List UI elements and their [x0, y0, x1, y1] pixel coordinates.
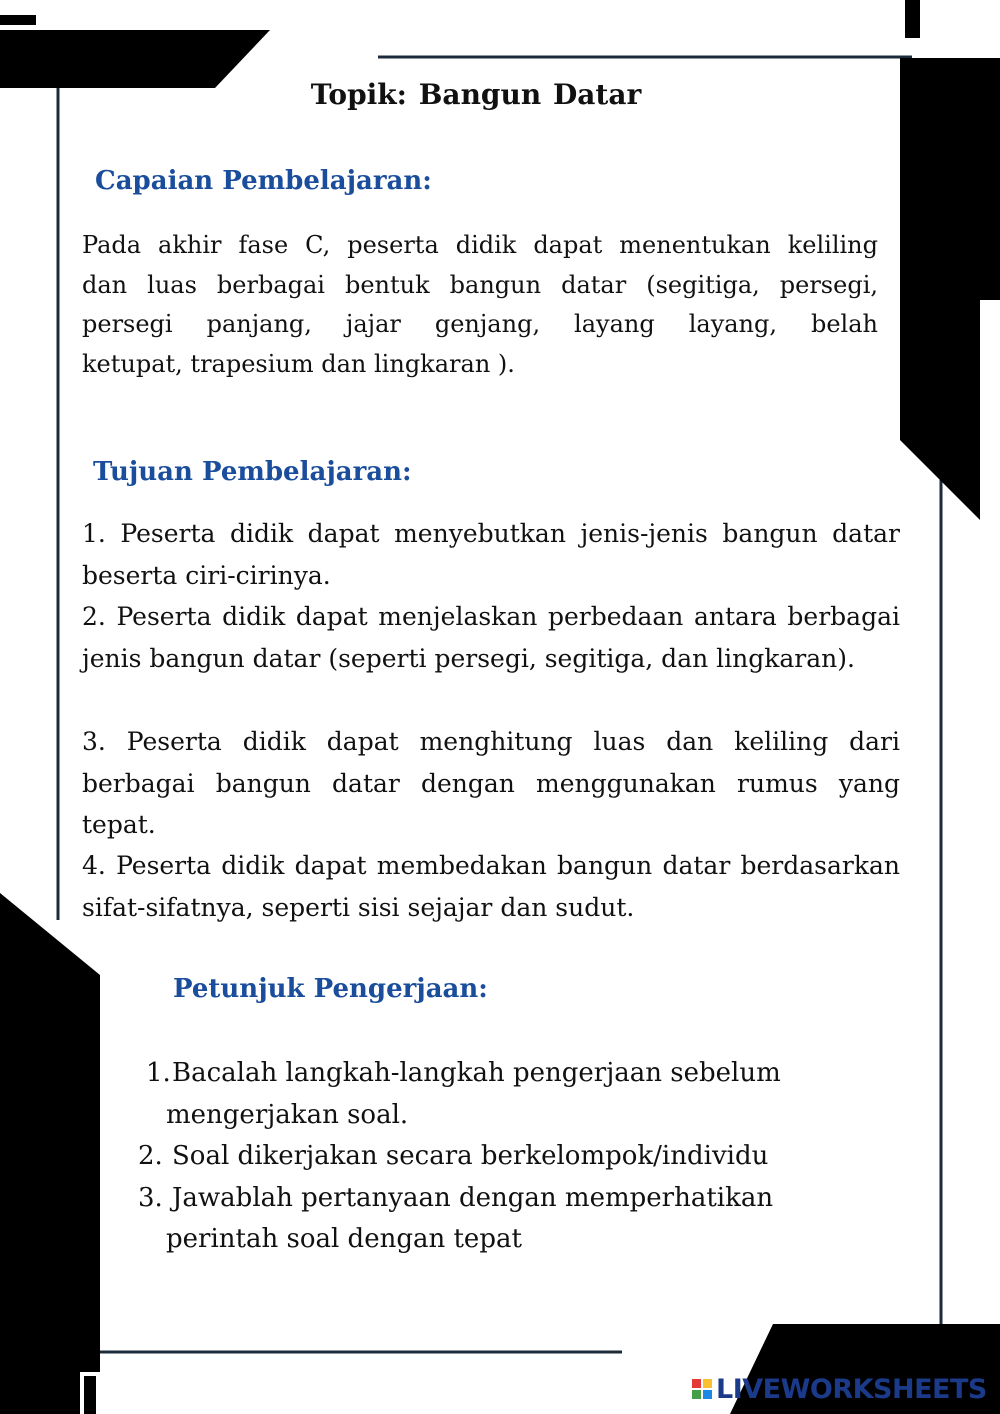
- logo-square-green: [692, 1390, 701, 1399]
- logo-square-blue: [703, 1390, 712, 1399]
- capaian-line: Pada akhir fase C, peserta didik dapat menentukan keliling: [82, 231, 878, 259]
- left-lower-block: [0, 893, 100, 1414]
- tujuan-item: 4. Peserta didik dapat membedakan bangun datar berdasarkan sifat-sifatnya, seperti sisi sejajar dan sudut.: [82, 851, 900, 922]
- top-right-bracket: [905, 0, 920, 38]
- petunjuk-text: Jawablah pertanyaan dengan memperhatikan: [172, 1182, 774, 1213]
- petunjuk-text: Soal dikerjakan secara berkelompok/individu: [172, 1141, 769, 1171]
- petunjuk-item: [138, 1178, 858, 1261]
- liveworksheets-watermark[interactable]: [692, 1375, 987, 1403]
- petunjuk-text: mengerjakan soal.: [166, 1099, 409, 1130]
- petunjuk-item: [138, 1136, 858, 1178]
- petunjuk-heading: Petunjuk Pengerjaan:: [173, 974, 488, 1004]
- petunjuk-text: perintah soal dengan tepat: [166, 1224, 522, 1254]
- liveworksheets-text: LIVEWORKSHEETS: [716, 1373, 987, 1405]
- tujuan-heading: Tujuan Pembelajaran:: [93, 457, 412, 487]
- capaian-line: ketupat, trapesium dan lingkaran ).: [82, 349, 515, 378]
- capaian-heading: Capaian Pembelajaran:: [95, 166, 432, 196]
- liveworksheets-logo-icon: [692, 1379, 712, 1399]
- petunjuk-item: [138, 1053, 858, 1136]
- page-title: Topik: Bangun Datar: [310, 78, 642, 111]
- capaian-line: dan luas berbagai bentuk bangun datar (segitiga, persegi,: [82, 270, 878, 299]
- right-upper-block: [900, 58, 1000, 520]
- petunjuk-number: 1.: [146, 1058, 171, 1088]
- petunjuk-number: 2.: [138, 1141, 163, 1171]
- petunjuk-list: [138, 1053, 858, 1261]
- tujuan-item: 2. Peserta didik dapat menjelaskan perbedaan antara berbagai jenis bangun datar (seperti persegi, segitiga, dan lingkaran).: [82, 602, 900, 673]
- tujuan-item: 3. Peserta didik dapat menghitung luas dan keliling dari berbagai bangun datar dengan menggunakan rumus yang tepat.: [82, 727, 900, 839]
- top-left-dash: [0, 15, 36, 25]
- tujuan-item: 1. Peserta didik dapat menyebutkan jenis-jenis bangun datar beserta ciri-cirinya.: [82, 519, 900, 590]
- bottom-left-bracket-inner: [84, 1376, 96, 1414]
- top-right-bar: [922, 0, 1000, 38]
- capaian-line: persegi panjang, jajar genjang, layang layang, belah: [82, 310, 878, 338]
- logo-square-red: [692, 1379, 701, 1388]
- logo-square-yellow: [703, 1379, 712, 1388]
- petunjuk-text: Bacalah langkah-langkah pengerjaan sebelum: [172, 1058, 781, 1088]
- capaian-paragraph: [82, 226, 878, 384]
- petunjuk-number: 3.: [138, 1182, 163, 1213]
